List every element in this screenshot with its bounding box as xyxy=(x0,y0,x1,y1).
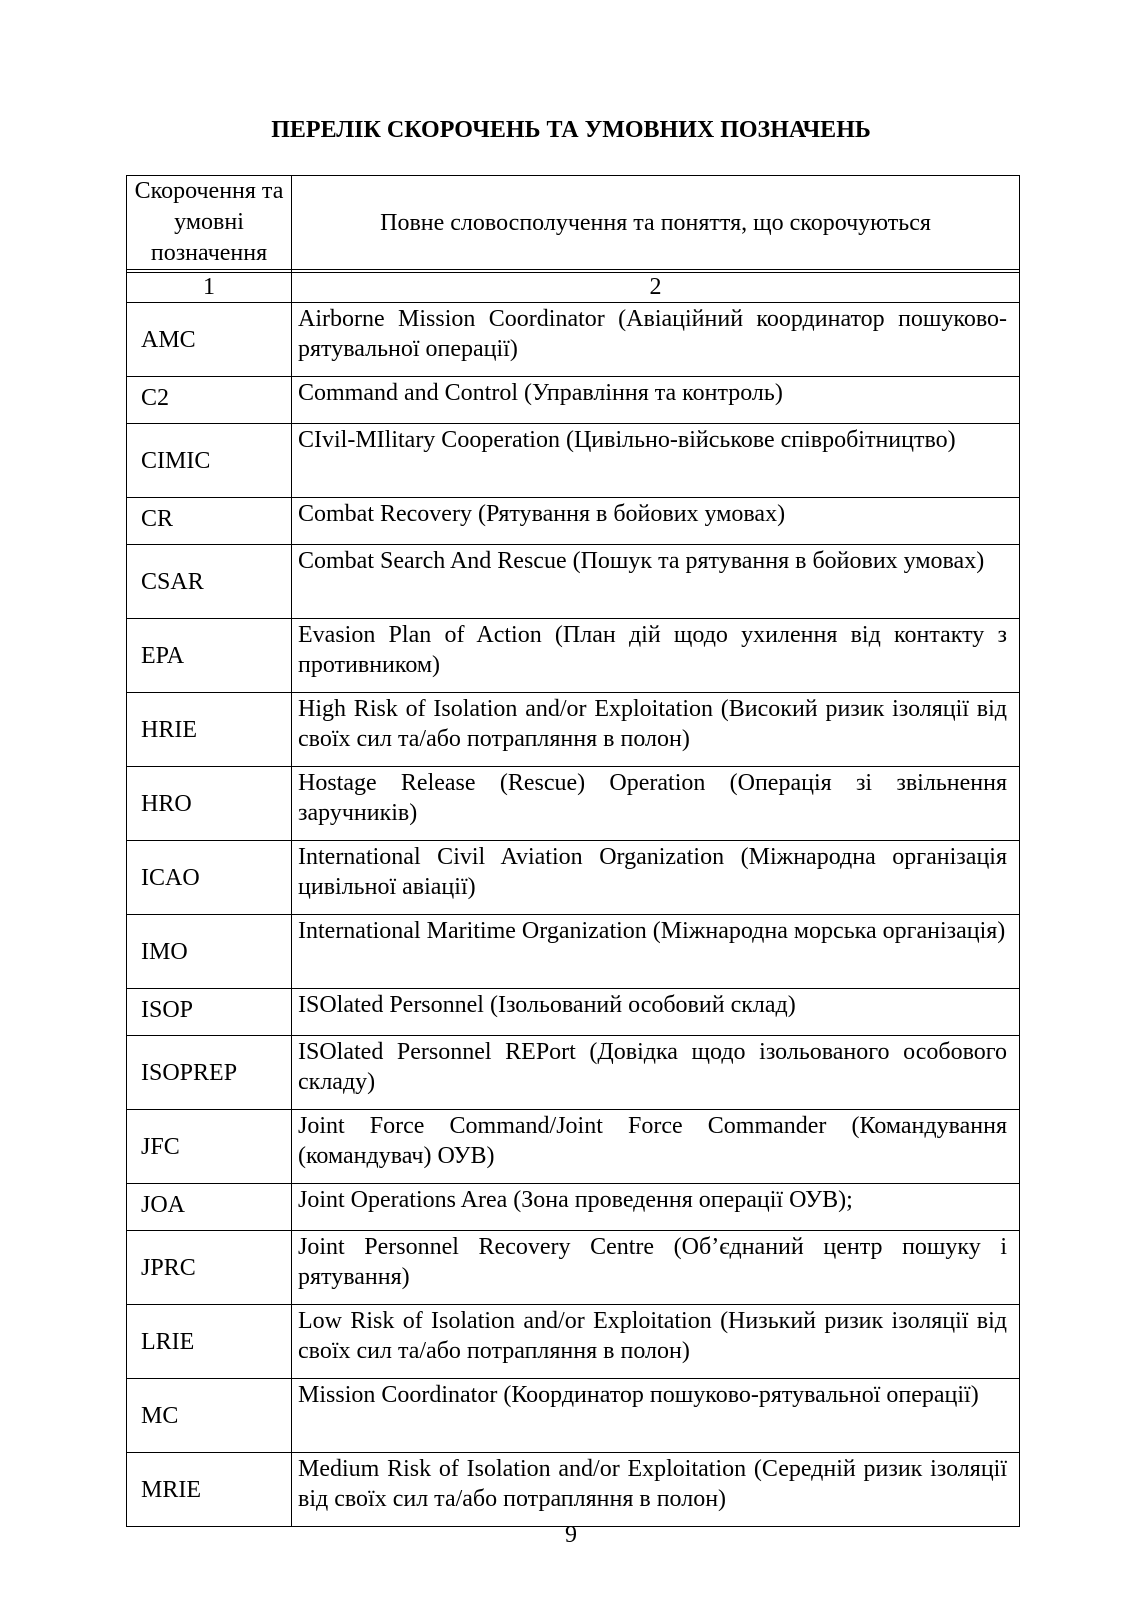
table-row xyxy=(127,1231,1020,1305)
table-row xyxy=(127,1379,1020,1453)
description-cell: Evasion Plan of Action (План дій щодо ухилення від контакту з противником) xyxy=(292,619,1020,693)
description-cell: Joint Force Command/Joint Force Commander (Командування (командувач) ОУВ) xyxy=(292,1110,1020,1184)
table-row xyxy=(127,1036,1020,1110)
description-cell: ISOlated Personnel (Ізольований особовий склад) xyxy=(292,989,1020,1036)
abbreviation-cell: CIMIC xyxy=(127,424,292,498)
description-cell: Joint Personnel Recovery Centre (Об’єднаний центр пошуку і рятування) xyxy=(292,1231,1020,1305)
description-cell: International Maritime Organization (Міжнародна морська організація) xyxy=(292,915,1020,989)
column-number-1: 1 xyxy=(127,273,292,303)
description-cell: CIvil-MIlitary Cooperation (Цивільно-військове співробітництво) xyxy=(292,424,1020,498)
table-row xyxy=(127,1110,1020,1184)
description-cell: Medium Risk of Isolation and/or Exploitation (Середній ризик ізоляції від своїх сил та/або потрапляння в полон) xyxy=(292,1453,1020,1527)
table-row xyxy=(127,498,1020,545)
abbreviation-cell: IMO xyxy=(127,915,292,989)
abbreviation-cell: C2 xyxy=(127,377,292,424)
table-row xyxy=(127,841,1020,915)
table-body xyxy=(127,270,1020,1527)
abbreviation-cell: CSAR xyxy=(127,545,292,619)
table-row xyxy=(127,693,1020,767)
page-title: ПЕРЕЛІК СКОРОЧЕНЬ ТА УМОВНИХ ПОЗНАЧЕНЬ xyxy=(271,117,871,143)
abbreviation-cell: JFC xyxy=(127,1110,292,1184)
abbreviations-table xyxy=(126,175,1020,1527)
column-number-row xyxy=(127,273,1020,303)
table-row xyxy=(127,915,1020,989)
description-cell: Command and Control (Управління та контроль) xyxy=(292,377,1020,424)
table-row xyxy=(127,619,1020,693)
header-abbreviation: Скорочення та умовні позначення xyxy=(127,176,292,270)
description-cell: Low Risk of Isolation and/or Exploitation (Низький ризик ізоляції від своїх сил та/або потрапляння в полон) xyxy=(292,1305,1020,1379)
description-cell: Hostage Release (Rescue) Operation (Операція зі звільнення заручників) xyxy=(292,767,1020,841)
abbreviation-cell: JPRC xyxy=(127,1231,292,1305)
description-cell: Combat Recovery (Рятування в бойових умовах) xyxy=(292,498,1020,545)
table-row xyxy=(127,424,1020,498)
description-cell: Mission Coordinator (Координатор пошуково-рятувальної операції) xyxy=(292,1379,1020,1453)
abbreviation-cell: LRIE xyxy=(127,1305,292,1379)
table-row xyxy=(127,767,1020,841)
table-row xyxy=(127,545,1020,619)
header-full-phrase: Повне словосполучення та поняття, що скорочуються xyxy=(292,176,1020,270)
abbreviation-cell: EPA xyxy=(127,619,292,693)
table-row xyxy=(127,1184,1020,1231)
description-cell: High Risk of Isolation and/or Exploitation (Високий ризик ізоляції від своїх сил та/або потрапляння в полон) xyxy=(292,693,1020,767)
abbreviation-cell: MRIE xyxy=(127,1453,292,1527)
abbreviation-cell: CR xyxy=(127,498,292,545)
abbreviation-cell: HRIE xyxy=(127,693,292,767)
table-row xyxy=(127,989,1020,1036)
table-row xyxy=(127,1305,1020,1379)
description-cell: Joint Operations Area (Зона проведення операції ОУВ); xyxy=(292,1184,1020,1231)
abbreviation-cell: JOA xyxy=(127,1184,292,1231)
table-row xyxy=(127,377,1020,424)
abbreviation-cell: AMC xyxy=(127,303,292,377)
table-header-row xyxy=(127,176,1020,270)
description-cell: Airborne Mission Coordinator (Авіаційний координатор пошуково-рятувальної операції) xyxy=(292,303,1020,377)
abbreviation-cell: HRO xyxy=(127,767,292,841)
abbreviation-cell: ICAO xyxy=(127,841,292,915)
table-row xyxy=(127,1453,1020,1527)
column-number-2: 2 xyxy=(292,273,1020,303)
description-cell: International Civil Aviation Organization (Міжнародна організація цивільної авіації) xyxy=(292,841,1020,915)
abbreviation-cell: ISOP xyxy=(127,989,292,1036)
abbreviation-cell: ISOPREP xyxy=(127,1036,292,1110)
description-cell: Combat Search And Rescue (Пошук та рятування в бойових умовах) xyxy=(292,545,1020,619)
page-number: 9 xyxy=(565,1522,577,1548)
table-row xyxy=(127,303,1020,377)
abbreviation-cell: MC xyxy=(127,1379,292,1453)
description-cell: ISOlated Personnel REPort (Довідка щодо ізольованого особового складу) xyxy=(292,1036,1020,1110)
